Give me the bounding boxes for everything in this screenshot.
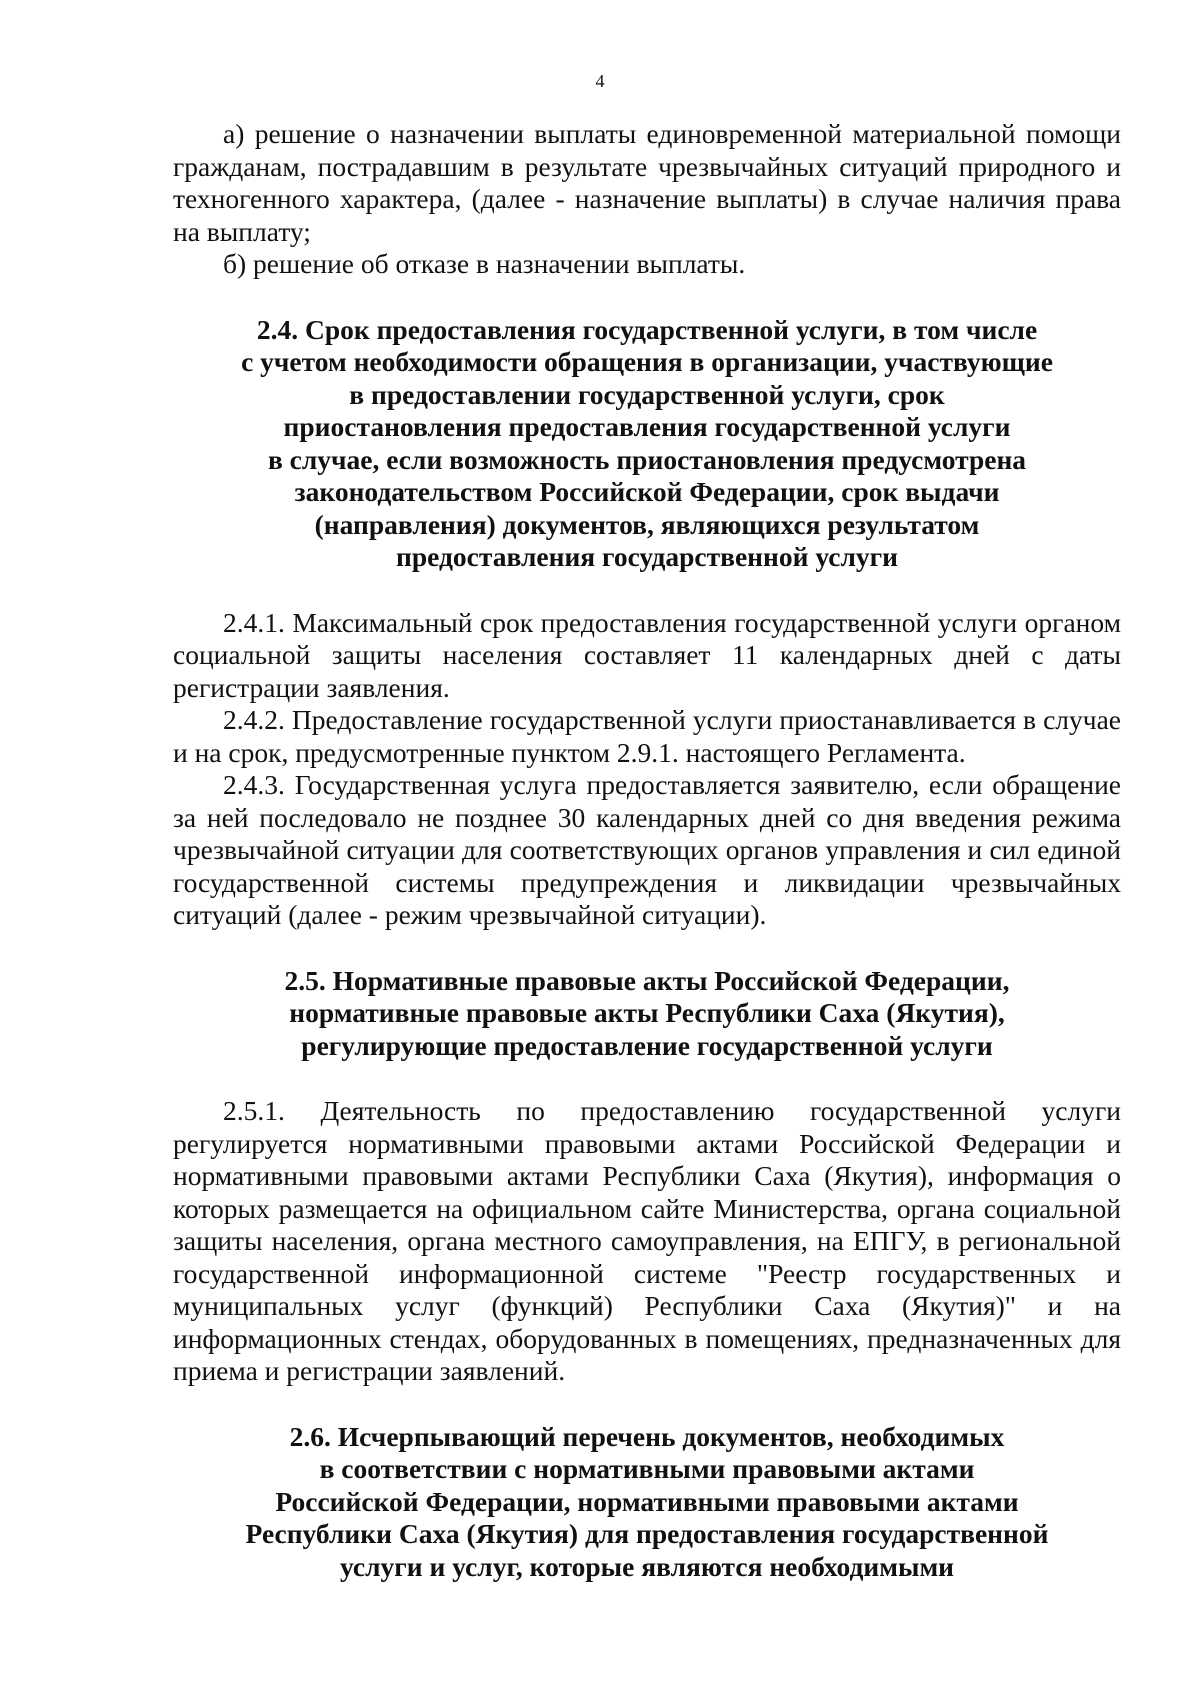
section-2-4-heading — [173, 314, 1121, 574]
heading-line: (направления) документов, являющихся результатом — [314, 508, 980, 540]
paragraph-2-4-2: 2.4.2. Предоставление государственной услуги приостанавливается в случае и на срок, предусмотренные пунктом 2.9.1. настоящего Регламента. — [173, 704, 1121, 768]
document-body — [173, 118, 1121, 1583]
page-number: 4 — [595, 71, 605, 91]
intro-item-b: б) решение об отказе в назначении выплаты. — [223, 248, 746, 279]
paragraph-2-4-3: 2.4.3. Государственная услуга предоставляется заявителю, если обращение за ней последовало не позднее 30 календарных дней со дня введения режима чрезвычайной ситуации для соответствующих органов управления и сил единой государственной системы предупреждения и ликвидации чрезвычайных ситуаций (далее - режим чрезвычайной ситуации). — [173, 769, 1121, 930]
heading-line: Российской Федерации, нормативными правовыми актами — [275, 1485, 1019, 1517]
heading-line: в случае, если возможность приостановления предусмотрена — [267, 443, 1027, 475]
section-2-6-heading — [173, 1421, 1121, 1584]
paragraph-2-4-1: 2.4.1. Максимальный срок предоставления государственной услуги органом социальной защиты населения составляет 11 календарных дней с даты регистрации заявления. — [173, 606, 1121, 703]
heading-line: законодательством Российской Федерации, срок выдачи — [294, 476, 1000, 507]
paragraph-2-5-1: 2.5.1. Деятельность по предоставлению государственной услуги регулируется нормативными правовыми актами Российской Федерации и нормативными правовыми актами Республики Саха (Якутия), информация о которых размещается на официальном сайте Министерства, органа социальной защиты населения, органа местного самоуправления, на ЕПГУ, в региональной государственной информационной системе "Реестр государственных и муниципальных услуг (функций) Республики Саха (Якутия)" и на информационных стендах, оборудованных в помещениях, предназначенных для приема и регистрации заявлений. — [173, 1095, 1121, 1386]
heading-line: нормативные правовые акты Республики Саха (Якутия), — [289, 997, 1005, 1028]
heading-line: регулирующие предоставление государственной услуги — [301, 1029, 993, 1061]
intro-item-a: а) решение о назначении выплаты единовременной материальной помощи гражданам, пострадавшим в результате чрезвычайных ситуаций природного и техногенного характера, (далее - назначение выплаты) в случае наличия права на выплату; — [173, 118, 1121, 247]
heading-line: услуги и услуг, которые являются необходимыми — [339, 1550, 955, 1582]
heading-line: с учетом необходимости обращения в организации, участвующие — [241, 346, 1053, 377]
heading-line: 2.5. Нормативные правовые акты Российской Федерации, — [284, 964, 1010, 996]
section-2-5-heading — [173, 965, 1121, 1063]
heading-line: в соответствии с нормативными правовыми актами — [319, 1453, 975, 1484]
heading-line: в предоставлении государственной услуги, срок — [349, 378, 945, 410]
heading-line: 2.4. Срок предоставления государственной услуги, в том числе — [256, 313, 1038, 345]
heading-line: 2.6. Исчерпывающий перечень документов, необходимых — [289, 1420, 1005, 1452]
heading-line: предоставления государственной услуги — [396, 541, 898, 572]
heading-line: приостановления предоставления государственной услуги — [283, 411, 1011, 442]
heading-line: Республики Саха (Якутия) для предоставления государственной — [245, 1518, 1049, 1549]
